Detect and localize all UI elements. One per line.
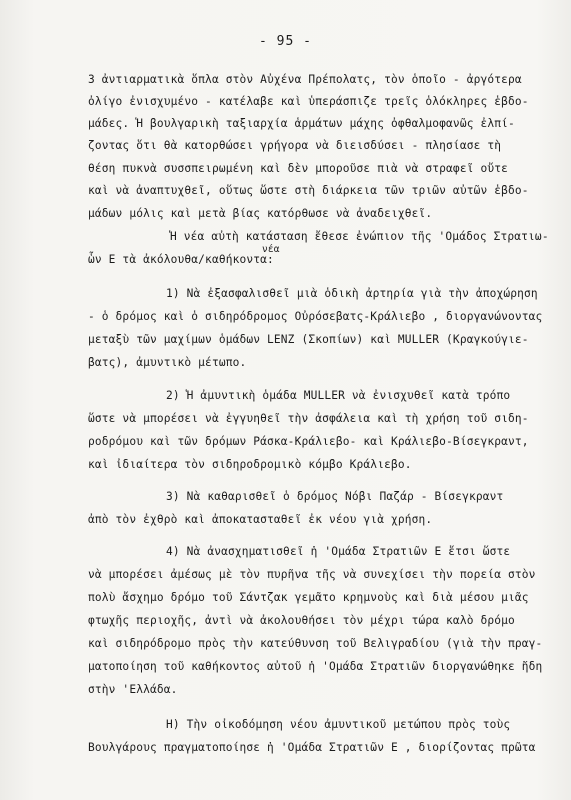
text-line: καὶ νὰ ἀναπτυχθεῖ, οὕτως ὥστε στὴ διάρκεια τῶν τριῶν αὐτῶν ἑβδο- — [88, 184, 529, 197]
text-line: ὀλίγο ἐνισχυμένο - κατέλαβε καὶ ὑπεράσπιζε τρεῖς ὁλόκληρες ἑβδο- — [88, 95, 529, 108]
text-line: καὶ ἰδιαίτερα τὸν σιδηροδρομικὸ κόμβο Κράλιεβο. — [88, 458, 412, 471]
text-line: θέση πυκνὰ συσσπειρωμένη καὶ δὲν μποροῦσε πιὰ νὰ στραφεῖ οὔτε — [88, 162, 509, 175]
text-line: ὧν Ε τὰ ἀκόλουθα/καθήκοντα: — [88, 253, 274, 266]
text-line: βατς), ἀμυντικὸ μέτωπο. — [88, 356, 247, 369]
text-line: Ἡ νέα αὐτὴ κατάσταση ἔθεσε ἐνώπιον τῆς 'Ομάδος Στρατιω- — [170, 230, 549, 243]
text-line: καὶ σιδηρόδρομο πρὸς τὴν κατεύθυνση τοῦ Βελιγραδίου (γιὰ τὴν πραγ- — [88, 637, 543, 650]
text-line: μάδες. Ἡ βουλγαρικὴ ταξιαρχία ἁρμάτων μάχης ὀφθαλμοφανῶς ἐλπί- — [88, 117, 515, 130]
text-line: νὰ μπορέσει ἀμέσως μὲ τὸν πυρῆνα τῆς νὰ συνεχίσει τὴν πορεία στὸν — [88, 568, 536, 581]
text-line: μεταξὺ τῶν μαχίμων ὁμάδων LENZ (Σκοπίων) καὶ MULLER (Κραγκούγιε- — [88, 333, 529, 346]
text-line: μάδων μόλις καὶ μετὰ βίας κατόρθωσε νὰ ἀναδειχθεῖ. — [88, 207, 433, 220]
text-line: ροδρόμου καὶ τῶν δρόμων Ράσκα-Κράλιεβο- καὶ Κράλιεβο-Βίσεγκραντ, — [88, 435, 529, 448]
text-line: ματοποίηση τοῦ καθήκοντος αὐτοῦ ἡ 'Ομάδα Στρατιῶν διοργανώθηκε ἤδη — [88, 660, 543, 673]
text-line: Η) Τὴν οἰκοδόμηση νέου ἀμυντικοῦ μετώπου πρὸς τοὺς — [166, 718, 511, 731]
text-line: στὴν 'Ελλάδα. — [88, 683, 178, 696]
interlinear-insertion: νέα — [262, 244, 280, 255]
text-line: ζοντας ὅτι θὰ κατορθώσει γρήγορα νὰ διεισδύσει - πλησίασε τὴ — [88, 139, 502, 152]
text-line: 2) Ἡ ἀμυντικὴ ὁμάδα MULLER νὰ ἐνισχυθεῖ κατὰ τρόπο — [166, 389, 511, 402]
text-line: 3) Νὰ καθαρισθεῖ ὁ δρόμος Νόβι Παζάρ - Βίσεγκραντ — [166, 490, 504, 503]
text-line: Βουλγάρους πραγματοποίησε ἡ 'Ομάδα Στρατιῶν Ε , διορίζοντας πρῶτα — [88, 741, 536, 754]
text-line: ὥστε νὰ μπορέσει νὰ ἐγγυηθεῖ τὴν ἀσφάλεια καὶ τὴ χρήση τοῦ σιδη- — [88, 412, 529, 425]
page-number: - 95 - — [259, 34, 312, 49]
text-line: πολὺ ἄσχημο δρόμο τοῦ Σάντζακ γεμᾶτο κρημνοὺς καὶ διὰ μέσου μιᾶς — [88, 591, 529, 604]
text-line: ἀπὸ τὸν ἐχθρὸ καὶ ἀποκατασταθεῖ ἐκ νέου γιὰ χρήση. — [88, 513, 433, 526]
text-line: φτωχῆς περιοχῆς, ἀντὶ νὰ ἀκολουθήσει τὸν μέχρι τώρα καλὸ δρόμο — [88, 614, 515, 627]
text-line: 3 ἀντιαρματικὰ ὅπλα στὸν Αὐχένα Πρέπολατς, τὸν ὁποῖο - ἀργότερα — [88, 73, 522, 86]
text-line: 4) Νὰ ἀνασχηματισθεῖ ἡ 'Ομάδα Στρατιῶν Ε ἔτσι ὥστε — [166, 545, 511, 558]
text-line: 1) Νὰ ἐξασφαλισθεῖ μιὰ ὁδικὴ ἀρτηρία γιὰ τὴν ἀποχώρηση — [166, 287, 538, 300]
text-line: - ὁ δρόμος καὶ ὁ σιδηρόδρομος Οὐρόσεβατς-Κράλιεβο , διοργανώνοντας — [88, 310, 543, 323]
